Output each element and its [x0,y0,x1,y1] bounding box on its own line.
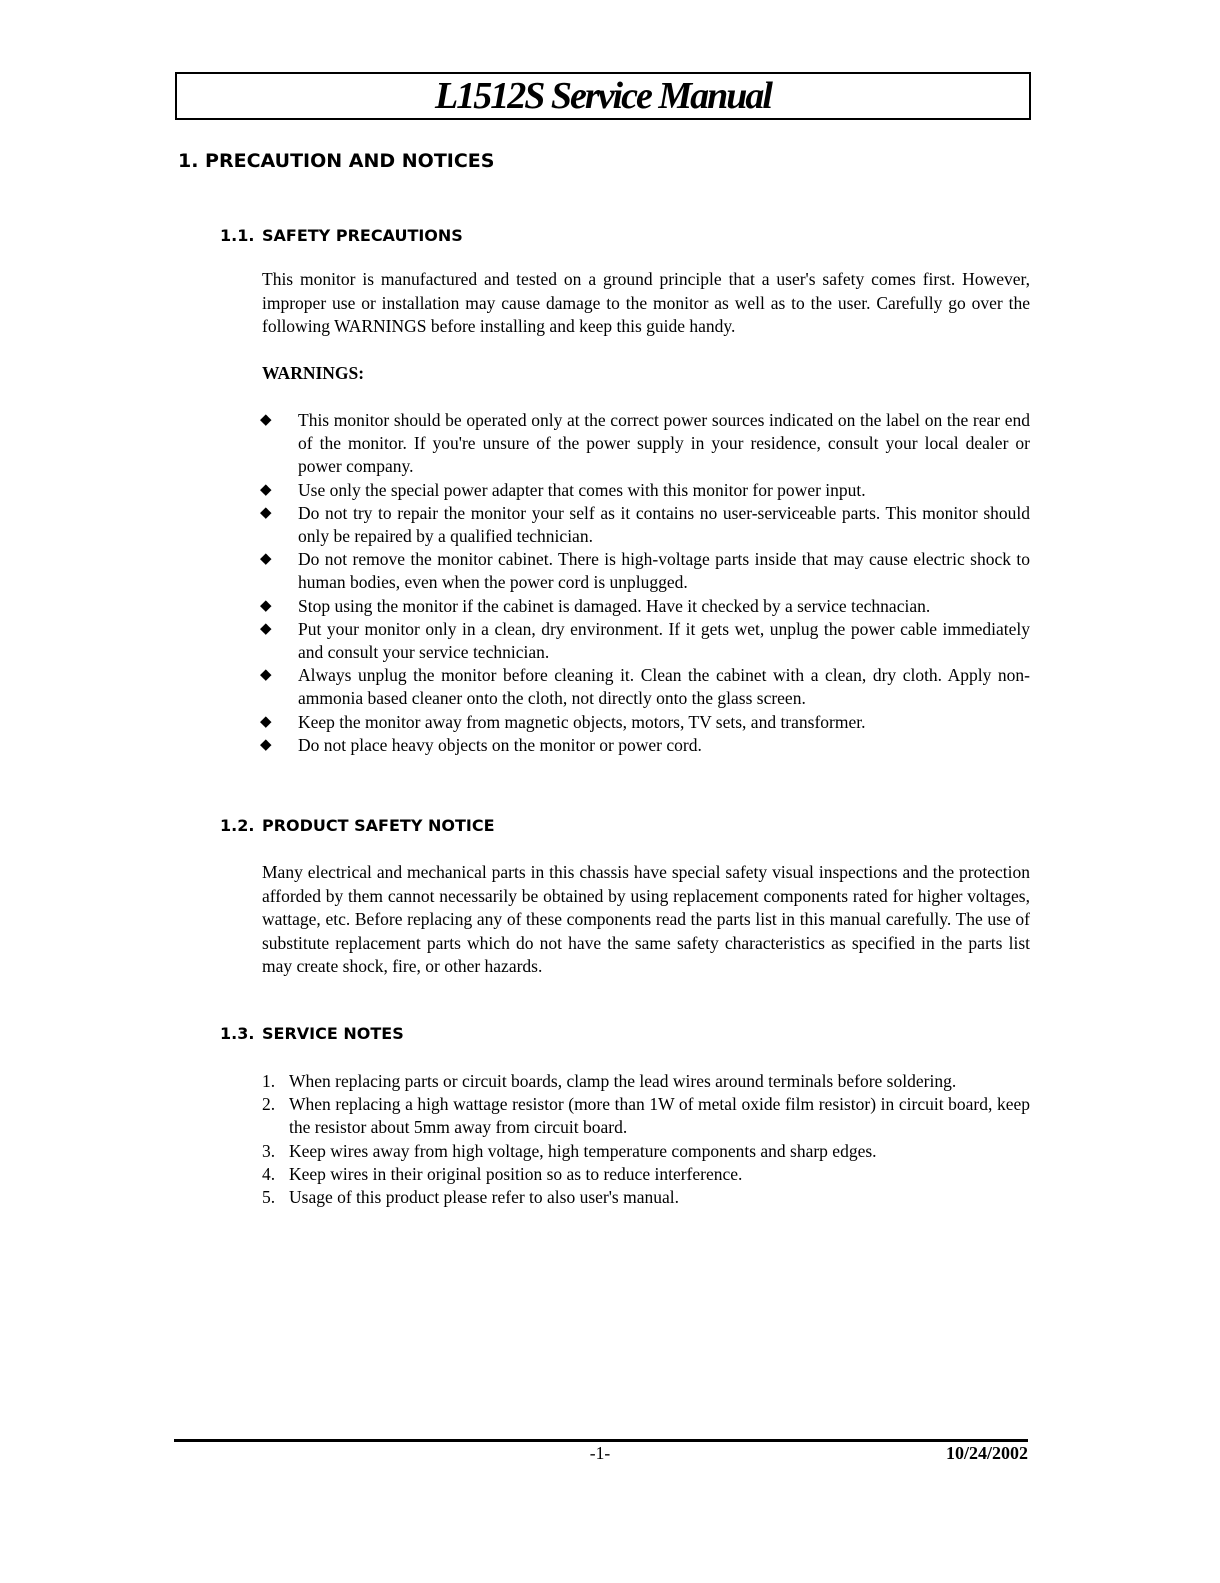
subsection-number: 1.2. [220,816,255,835]
list-item: 3. Keep wires away from high voltage, high temperature components and sharp edges. [262,1140,877,1161]
product-safety-paragraph: Many electrical and mechanical parts in this chassis have special safety visual inspections and the protection afforded by them cannot necessarily be obtained by using replacement components rated for higher voltages, wattage, etc. Before replacing any of these components read the parts list in this manual carefully. The use of substitute replacement parts which do not have the same safety characteristics as specified in the parts list may create shock, fire, or other hazards. [262,862,1030,976]
diamond-bullet-icon: ◆ [260,481,272,498]
footer-date: 10/24/2002 [945,1443,1028,1463]
list-item: ◆ Use only the special power adapter that comes with this monitor for power input. [262,479,1030,502]
list-item: ◆ Do not remove the monitor cabinet. There is high-voltage parts inside that may cause electric shock to human bodies, even when the power cord is unplugged. [260,549,1030,593]
list-item: 4. Keep wires in their original position so as to reduce interference. [262,1163,743,1184]
page-number: -1- [589,1443,611,1463]
subsection-number: 1.3. [220,1024,255,1043]
diamond-bullet-icon: ◆ [260,504,272,521]
list-item: ◆ Always unplug the monitor before cleaning it. Clean the cabinet with a clean, dry cloth. Apply non-ammonia based cleaner onto the cloth, not directly onto the glass screen. [260,665,1030,709]
list-item: ◆ Keep the monitor away from magnetic objects, motors, TV sets, and transformer. [262,711,1030,734]
section-heading-precaution: 1. PRECAUTION AND NOTICES [178,150,495,172]
subsection-heading-safety [220,226,463,245]
diamond-bullet-icon: ◆ [260,551,272,568]
diamond-bullet-icon: ◆ [260,667,272,684]
list-item: 5. Usage of this product please refer to also user's manual. [262,1187,679,1208]
list-item: ◆ Stop using the monitor if the cabinet is damaged. Have it checked by a service technacian. [262,595,1030,618]
service-notes-list [262,1070,1030,1209]
list-item: ◆ This monitor should be operated only at the correct power sources indicated on the label on the rear end of the monitor. If you're unsure of the power supply in your residence, consult your local dealer or power company. [260,410,1030,477]
list-item: ◆ Do not try to repair the monitor your self as it contains no user-serviceable parts. This monitor should only be repaired by a qualified technician. [260,502,1030,547]
list-item: ◆ Do not place heavy objects on the monitor or power cord. [262,734,1030,757]
diamond-bullet-icon: ◆ [260,736,272,753]
diamond-bullet-icon: ◆ [260,713,272,730]
subsection-heading-service-notes [220,1024,404,1043]
subsection-title: SERVICE NOTES [262,1024,404,1043]
title-banner [175,72,1031,120]
subsection-title: PRODUCT SAFETY NOTICE [262,816,495,835]
diamond-bullet-icon: ◆ [260,412,272,428]
warnings-list [262,409,1030,757]
subsection-heading-product-safety [220,816,495,835]
subsection-number: 1.1. [220,226,255,245]
subsection-title: SAFETY PRECAUTIONS [262,226,463,245]
list-item: ◆ Put your monitor only in a clean, dry environment. If it gets wet, unplug the power cable immediately and consult your service technician. [260,618,1030,663]
warnings-label: WARNINGS: [262,363,365,383]
list-item: 1. When replacing parts or circuit boards, clamp the lead wires around terminals before soldering. [262,1071,957,1091]
diamond-bullet-icon: ◆ [260,620,272,637]
footer-divider [174,1439,1028,1442]
document-title: L1512S Service Manual [435,75,771,117]
diamond-bullet-icon: ◆ [260,597,272,614]
safety-intro-paragraph: This monitor is manufactured and tested on a ground principle that a user's safety comes first. However, improper use or installation may cause damage to the monitor as well as to the user. Carefully go over the following WARNINGS before installing and keep this guide handy. [262,269,1030,336]
list-item: 2. When replacing a high wattage resistor (more than 1W of metal oxide film resistor) in circuit board, keep the resistor about 5mm away from circuit board. [262,1094,1030,1138]
